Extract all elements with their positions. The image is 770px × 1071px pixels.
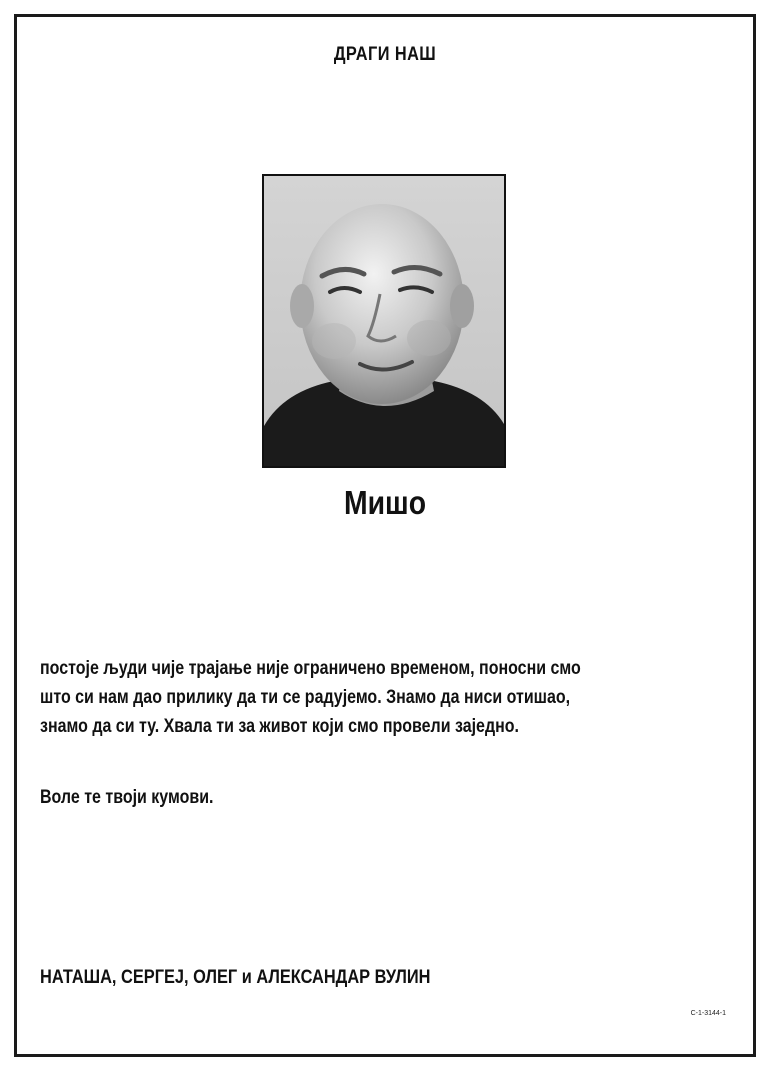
message-line: знамо да си ту. Хвала ти за живот који смо провели заједно. [40,715,519,737]
message-line: постоје људи чије трајање није ограничено временом, поносни смо [40,657,581,679]
page-border [14,14,756,1057]
message-line: што си нам дао прилику да ти се радујемо. Знамо да ниси отишао, [40,686,571,708]
closing-line: Воле те твоји кумови. [40,786,214,808]
ad-code: С-1-3144-1 [690,1010,726,1017]
signature: НАТАША, СЕРГЕЈ, ОЛЕГ и АЛЕКСАНДАР ВУЛИН [40,966,431,988]
memorial-message [40,654,730,741]
deceased-name: Мишо [343,484,427,521]
notice-heading: ДРАГИ НАШ [333,44,437,65]
portrait-photo [262,174,506,468]
